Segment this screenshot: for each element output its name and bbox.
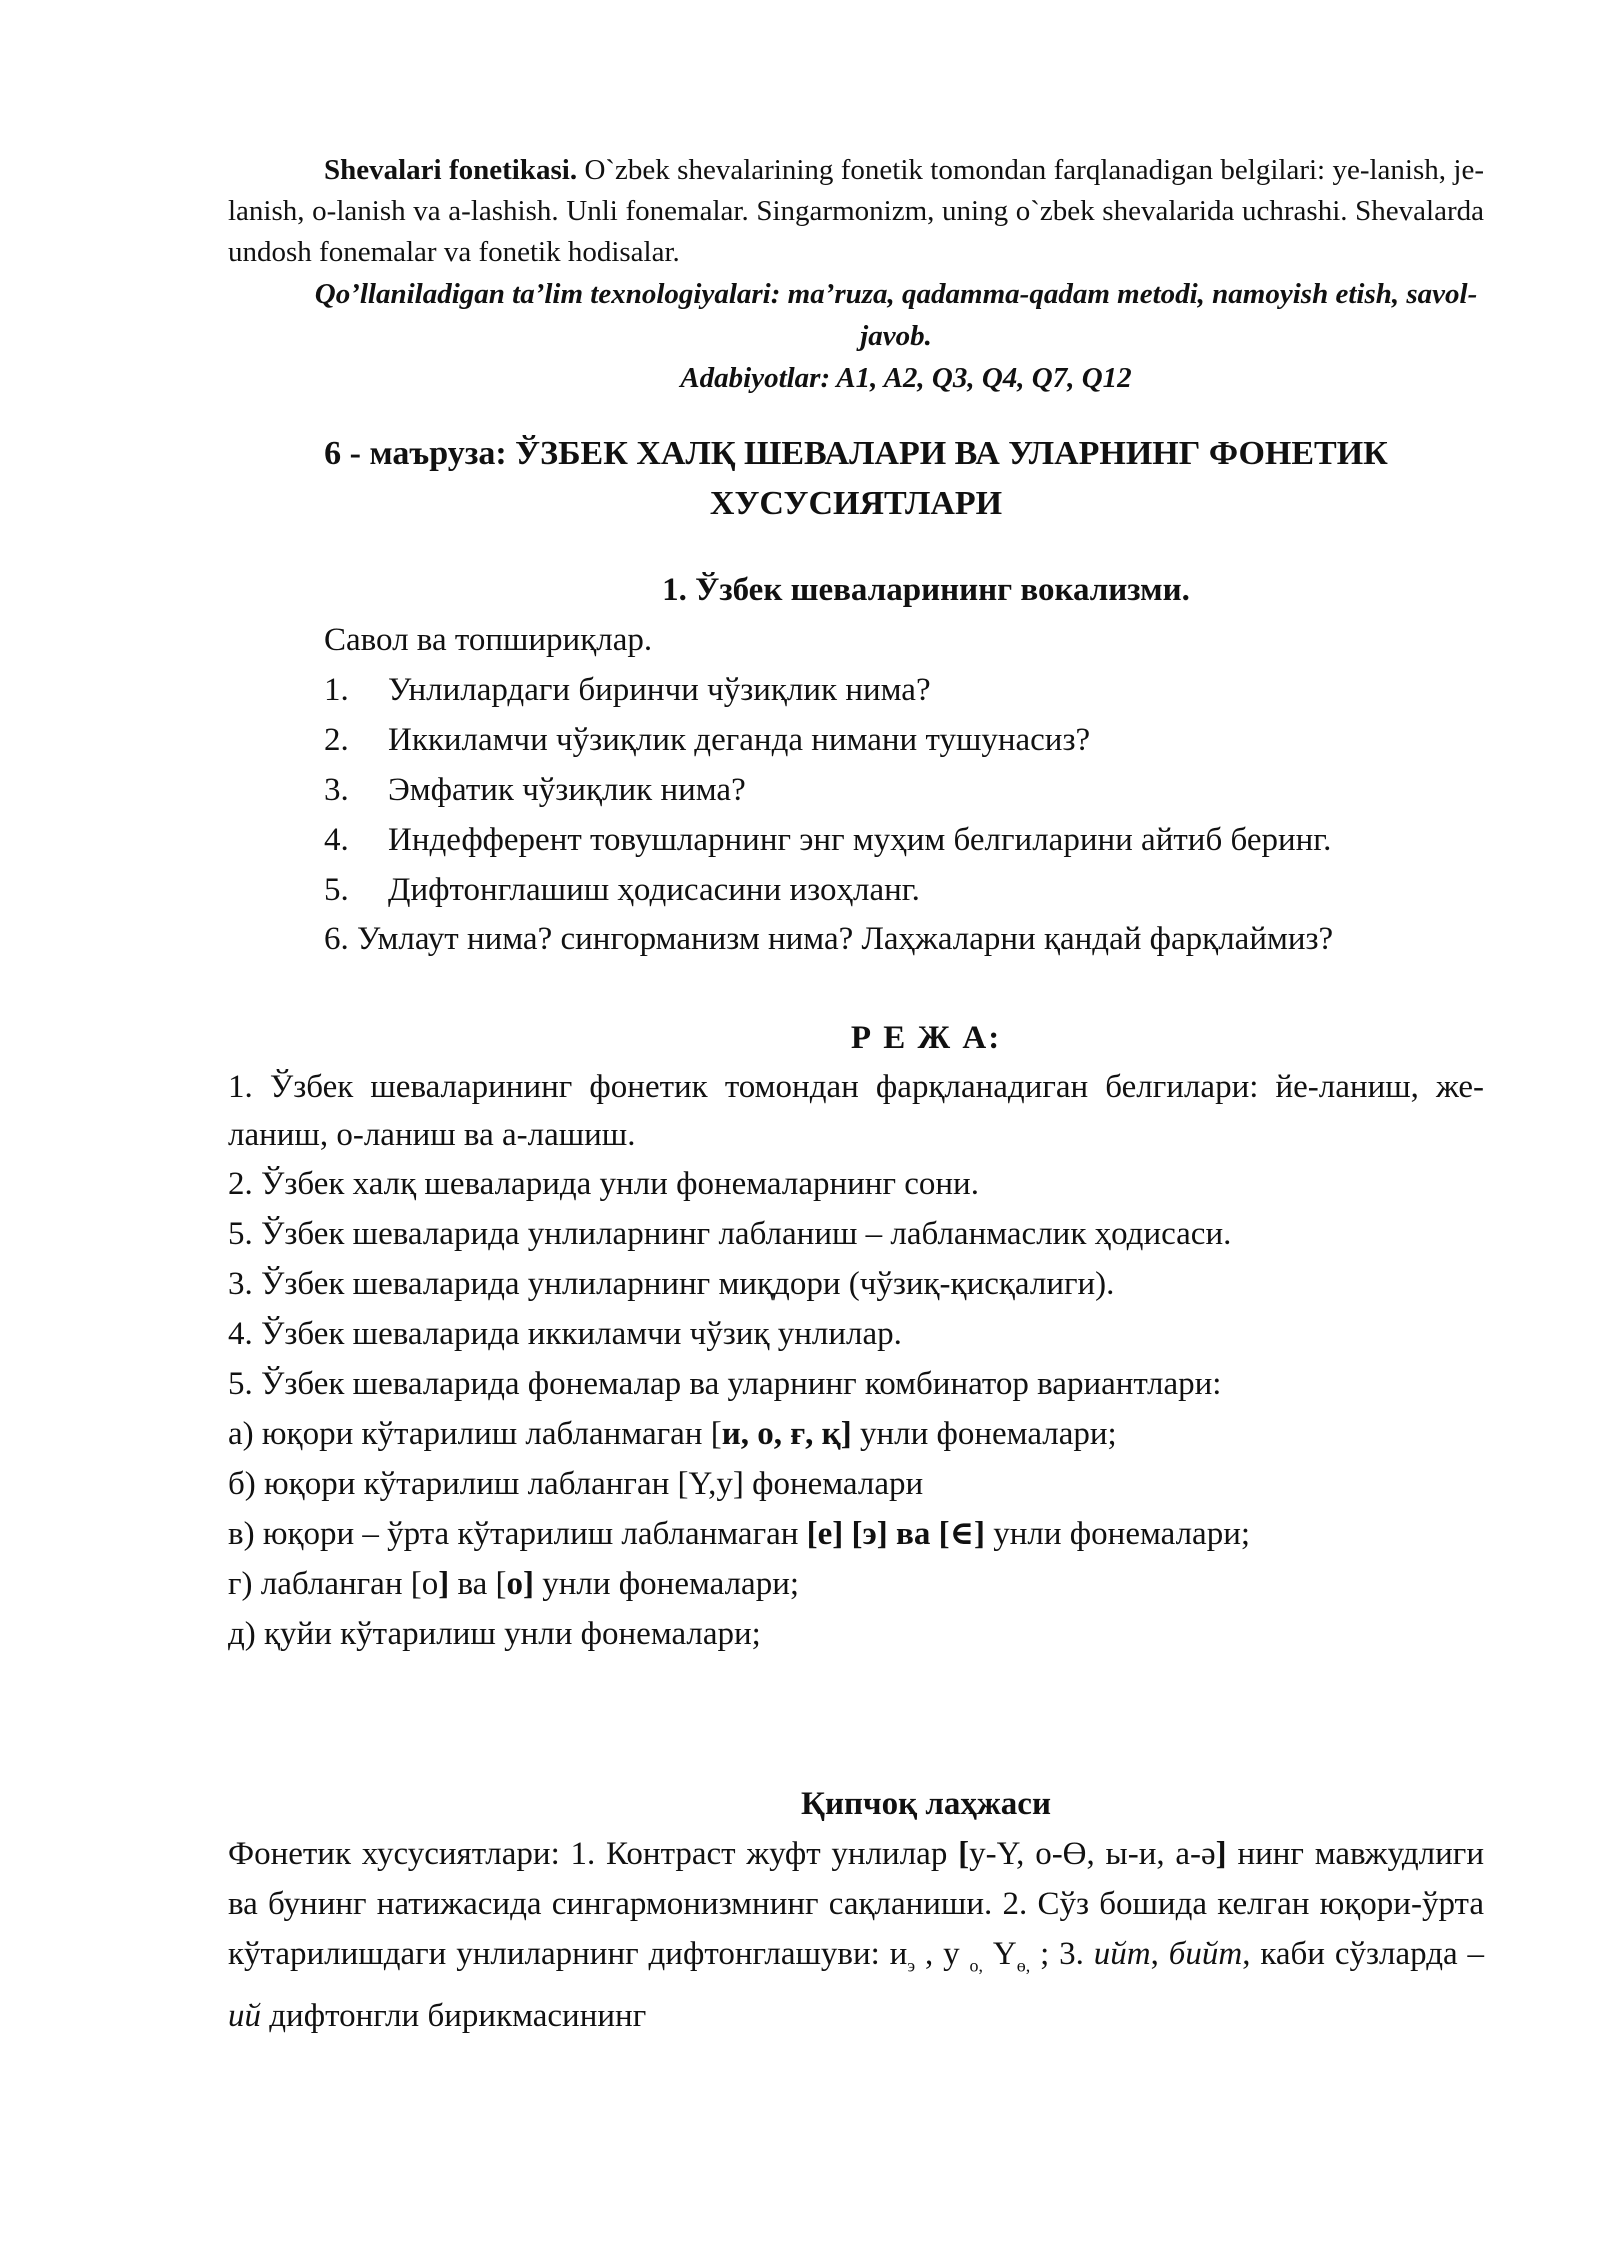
reja-subitem-v	[228, 1509, 1484, 1559]
intro-paragraph	[228, 150, 1484, 273]
task-item	[228, 765, 1484, 815]
kipchak-title: Қипчоқ лаҳжаси	[801, 1786, 1051, 1822]
kipchak-bracket: [	[958, 1836, 970, 1872]
task-item	[228, 865, 1484, 915]
tasks-list	[228, 665, 1484, 915]
kipchak-italic-word: бийт	[1168, 1936, 1243, 1972]
task-text: Унлилардаги биринчи чўзиқлик нима?	[388, 672, 931, 708]
reja-subitem-v-phonemes: [е] [э] ва [∈]	[806, 1516, 986, 1552]
tasks-heading: Савол ва топшириқлар.	[324, 622, 653, 658]
reja-subitem-g-bracket: ]	[438, 1566, 450, 1602]
task-number: 5.	[324, 872, 349, 908]
kipchak-text: Y	[982, 1936, 1017, 1972]
reja-subitem-g-text: г) лабланган [о	[228, 1566, 439, 1602]
reja-subitem-a-text: а) юқори кўтарилиш лабланмаган [	[228, 1416, 722, 1452]
kipchak-subscript: ө,	[1016, 1955, 1031, 1976]
reja-item: 5. Ўзбек шеваларида фонемалар ва уларнинг комбинатор вариантлари:	[228, 1366, 1222, 1402]
section-title: 1. Ўзбек шеваларининг вокализми.	[662, 572, 1190, 608]
reja-subitem-v-tail: унли фонемалари;	[985, 1516, 1251, 1552]
reja-subitem-a-phonemes: и, о, ғ, қ]	[721, 1416, 852, 1452]
task-item	[228, 815, 1484, 865]
kipchak-text: , каби сўзларда –	[1242, 1936, 1485, 1972]
task-text: Индефферент товушларнинг энг муҳим белгиларини айтиб беринг.	[388, 822, 1332, 858]
reja-subitem-a	[228, 1409, 1484, 1459]
kipchak-subscript: о,	[969, 1955, 983, 1976]
task-text: Иккиламчи чўзиқлик деганда нимани тушунасиз?	[388, 722, 1091, 758]
page-content	[228, 150, 1484, 2041]
reja-subitem-g-phoneme: о]	[506, 1566, 535, 1602]
reja-item: 5. Ўзбек шеваларида унлиларнинг лабланиш – лабланмаслик ҳодисаси.	[228, 1216, 1232, 1252]
reja-subitem-g-mid: ва [	[449, 1566, 507, 1602]
task-number: 4.	[324, 822, 349, 858]
task-number: 3.	[324, 772, 349, 808]
reja-item: 2. Ўзбек халқ шеваларида унли фонемаларнинг сони.	[228, 1166, 979, 1202]
kipchak-paragraph	[228, 1829, 1484, 2041]
task-6: 6. Умлаут нима? сингорманизм нима? Лаҳжаларни қандай фарқлаймиз?	[324, 921, 1334, 957]
reja-list	[228, 1063, 1484, 1659]
task-text: Дифтонглашиш ҳодисасини изоҳланг.	[388, 872, 920, 908]
reja-subitem-a-tail: унли фонемалари;	[851, 1416, 1117, 1452]
reja-subitem-g	[228, 1559, 1484, 1609]
task-number: 1.	[324, 672, 349, 708]
kipchak-subscript: э	[907, 1955, 916, 1976]
technologies-line: Qo’llaniladigan ta’lim texnologiyalari: ma’ruza, qadamma-qadam metodi, namoyish etish, savol-javob.	[314, 278, 1478, 352]
kipchak-bracket: ]	[1215, 1836, 1227, 1872]
reja-subitem-v-text: в) юқори – ўрта кўтарилиш лабланмаган	[228, 1516, 807, 1552]
reja-item: 4. Ўзбек шеваларида иккиламчи чўзиқ унлилар.	[228, 1316, 902, 1352]
kipchak-text: ,	[1150, 1936, 1169, 1972]
task-item	[228, 715, 1484, 765]
kipchak-italic-word: ийт	[1093, 1936, 1151, 1972]
reja-subitem-b: б) юқори кўтарилиш лабланган [Y,у] фонемалари	[228, 1466, 924, 1502]
reja-item: 3. Ўзбек шеваларида унлиларнинг миқдори (чўзиқ-қисқалиги).	[228, 1266, 1115, 1302]
reja-item: 1. Ўзбек шеваларининг фонетик томондан фарқланадиган белгилари: йе-ланиш, же-ланиш, о-ланиш ва а-лашиш.	[228, 1069, 1484, 1153]
kipchak-text: Фонетик хусусиятлари: 1. Контраст жуфт унлилар	[228, 1836, 959, 1872]
reja-title: Р Е Ж А:	[850, 1020, 1002, 1056]
kipchak-text: ; 3.	[1030, 1936, 1094, 1972]
kipchak-text: дифтонгли бирикмасининг	[261, 1997, 647, 2034]
intro-text: O`zbek shevalarining fonetik tomondan farqlanadigan belgilari: ye-lanish, je-lanish, o-lanish va a-lashish. Unli fonemalar. Singarmonizm, uning o`zbek shevalarida uchrashi. Shevalarda undosh fonemalar va fonetik hodisalar.	[228, 154, 1484, 268]
kipchak-italic-word: ий	[228, 1997, 261, 2034]
task-number: 2.	[324, 722, 349, 758]
kipchak-pairs: у-Y, о-Ө, ы-и, а-ә	[969, 1836, 1216, 1872]
adabiyotlar-line: Adabiyotlar: A1, A2, Q3, Q4, Q7, Q12	[680, 362, 1132, 394]
kipchak-text: , у	[915, 1936, 970, 1972]
kipchak-text: нинг мавжудлиги ва бунинг натижасида сингармонизмнинг сақланиши. 2. Сўз бошида келган юқори-ўрта кўтарилишдаги унлиларнинг дифтонглашуви: и	[228, 1836, 1484, 1972]
intro-bold-lead: Shevalari fonetikasi.	[324, 154, 578, 186]
reja-subitem-g-tail: унли фонемалари;	[534, 1566, 800, 1602]
task-text: Эмфатик чўзиқлик нима?	[388, 772, 746, 808]
reja-subitem-d: д) қуйи кўтарилиш унли фонемалари;	[228, 1616, 761, 1652]
task-item	[228, 665, 1484, 715]
lecture-title: 6 - маъруза: ЎЗБЕК ХАЛҚ ШЕВАЛАРИ ВА УЛАРНИНГ ФОНЕТИК ХУСУСИЯТЛАРИ	[324, 435, 1388, 522]
